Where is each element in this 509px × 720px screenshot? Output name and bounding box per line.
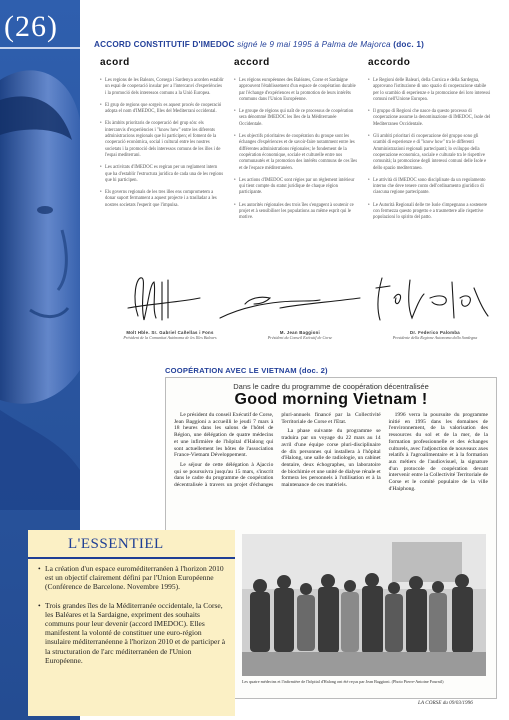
clipping-headline: Good morning Vietnam ! [234,391,428,408]
signatures-area [110,268,500,334]
column-heading: accord [234,57,270,68]
column-heading: acord [100,57,130,68]
column-paragraph: • Il gruppo di Regioni che nasce da questo processo di cooperazione assume la denominazione di IMEDOC, Isole del Mediterraneo Occidentale. [368,109,492,128]
signer-name: Molt Hble. Sr. Gabriel Cañellas i Fons [126,330,214,335]
accord-title-doc: (doc. 1) [393,40,425,49]
column-paragraph: • Le groupe de régions qui naît de ce processus de coopération sera dénommé IMEDOC les Iles de la Méditerranée Occidentale. [234,109,358,128]
column-heading: accordo [368,57,411,68]
vietnam-title-doc: (doc. 2) [299,366,328,375]
clipping-source: LA CORSE du 09/03/1996 [418,700,473,706]
essentiel-box [28,530,235,716]
clipping-subheading: Dans le cadre du programme de coopération décentralisée [233,382,429,391]
photo-caption: Les quatre médecins et l'infirmière de l'hôpital d'Halong ont été reçus par Jean Baggioni. (Photo Pierre-Antoine Fournil) [242,679,444,684]
column-paragraph: • Gli ambiti prioritari di cooperazione del gruppo sono gli scambi di esperienze e di "know how" tra le differenti Amministrazioni regionali partecipanti; lo sviluppo della cooperazione economica, sociale e culturale tra le rispettive comunità; la promozione degli interessi comuni delle Isole e dello spazio mediterraneo. [368,134,492,172]
essentiel-body [38,564,228,674]
column-paragraph: • Les régions européennes des Baléares, Corse et Sardaigne approuvent l'établissement d'un espace de coopération durable par l'échange d'expériences et la promotion de leurs intérêts communs dans l'Union Européenne. [234,78,358,103]
accord-column-italian [368,57,492,228]
column-paragraph: • Les regions de les Balears, Corsega i Sardenya acorden establir un espai de cooperació insular per a l'intercanvi d'experiències i la promoció dels interessos comuns a la Unió Europea. [100,78,224,97]
signer-baggioni [240,330,360,340]
vietnam-title-text: COOPÉRATION AVEC LE VIETNAM [165,366,297,375]
article-paragraph: Le président du conseil Exécutif de Corse, Jean Baggioni a accueilli le jeudi 7 mars à 18 heures dans les salons de l'hôtel de Région, une délégation de quatre médecins et une infirmière de l'hôpital d'Halong qui sont actuellement les hôtes de l'association France-Vietnam Développement. [174,412,274,459]
signer-role: Président du Conseil Exécutif de Corse [267,335,333,340]
signature-baggioni [220,297,360,318]
accord-title-bold: ACCORD CONSTITUTIF D'IMEDOC [94,40,235,49]
page-number-rule [0,47,80,49]
accord-title-italic: signé le 9 mai 1995 à Palma de Majorca [237,40,391,49]
column-paragraph: • Els àmbits prioritaris de cooperació del grup són: els intercanvis d'experiències i "know how" entre les diferents administracions regionals que hi participen; el foment de la cooperació econòmica, social i cultural entre les nostres societats i la promoció dels interessos comuns de les illes i de l'espai mediterrani. [100,121,224,159]
column-paragraph: • El grup de regions que sorgeix es aquest procés de cooperació adopta el nom d'IMEDOC, Illes del Mediterrani occidental. [100,103,224,116]
vietnam-section-title [165,366,328,375]
article-paragraph: Le séjour de cette délégation à Ajaccio qui se poursuivra jusqu'au 15 mars, s'inscrit dans le cadre du programme de coopération décentralisée à travers un projet d'échanges pluri-annuels financé par la Collectivité Territoriale de Corse et l'Etat. [174,412,381,489]
column-paragraph: • Les autorités régionales des trois îles s'engagent à soutenir ce projet et à sensibiliser les populations au même esprit qui le motive. [234,203,358,222]
column-paragraph: • Le attività di IMEDOC sono disciplinate da un regolamento interno che deve tenere conto dell'ordinamento giuridico di ciascuna regione partecipante. [368,178,492,197]
signer-canellas [110,330,230,340]
signer-role: Presidente della Regione Autonoma della Sardegna [392,335,478,340]
column-paragraph: • Le Regioni delle Baleari, della Corsica e della Sardegna, approvano l'istituzione di uno spazio di cooperazione stabile per lo scambio di esperienze e la promozione dei loro interessi comuni nell'Unione Europea. [368,78,492,103]
accord-imedoc-title [94,40,504,49]
column-paragraph: • Les actions d'IMEDOC sont régies par un règlement intérieur qui tient compte du statut juridique de chaque région participante. [234,178,358,197]
delegation-group-photo [242,534,486,676]
column-paragraph: • Les activitats d'IMEDOC es regiran per un reglament intern que ha d'establir l'estructura juridica de cada una de les regions que hi participen. [100,165,224,184]
essentiel-rule [28,557,235,559]
signer-name: M. Jean Baggioni [279,330,321,335]
essentiel-bullet: • La création d'un espace euroméditerranéen à l'horizon 2010 est un objectif clairement défini par l'Union Européenne (Conférence de Barcelone. Novembre 1995). [38,564,228,592]
page-number: (26) [4,10,58,43]
column-paragraph: • Els governs regionals de les tres illes ens comprometem a donar suport fermament a aquest projecte i a traslladar a les nostres societats l'esperit que l'impulsa. [100,190,224,209]
clipping-article-body [174,412,488,530]
portrait-photo [0,40,80,510]
signer-palomba [375,330,495,340]
essentiel-title: L'ESSENTIEL [68,536,164,552]
accord-column-french [234,57,358,228]
essentiel-bullet: • Trois grandes îles de la Méditerranée occidentale, la Corse, les Baléares et la Sardaigne, expriment des souhaits communs pour leur devenir (accord IMEDOC). Elles manifestent la volonté de constituer une euro-région insulaire méditerranéenne à l'horizon 2010 et de participer à la structuration de l'arc méditerranéen de l'Union Européenne. [38,601,228,665]
signer-name: Dr. Federico Palomba [410,330,460,335]
article-paragraph: 1996 verra la poursuite du programme initié en 1995 dans les domaines de l'environnement, de la valorisation des ressources du sol et de la mer, de la formation professionnelle et des échanges culturels, avec l'adjonction de nouveaux axes relatifs à l'agroalimentaire et à la formation aux métiers de l'audiovisuel, la signature d'un protocole de coopération devant intervenir entre la Collectivité Territoriale de Corse et le comité populaire de la ville d'Haiphong. [388,412,488,492]
signature-palomba [376,278,488,320]
signer-role: Président de la Comunitat Autònoma de les Illes Balears [123,335,217,340]
column-paragraph: • Le Autorità Regionali delle tre Isole s'impegnano a sostenere con fermezza questo progetto e a trasmettere alle rispettive popolazioni lo spirito del patto. [368,203,492,222]
article-paragraph: La phase suivante du programme se traduira par un voyage du 22 mars au 14 avril d'une équipe corse pluri-disciplinaire de dix personnes qui installera à l'hôpital d'Halong, une salle de radiologie, un cabinet dentaire, deux échographes, un laboratoire de biochimie et une unité de dialyse rénale et formera les personnels à l'utilisation et à la maintenance de ces matériels. [281,428,381,489]
column-paragraph: • Les objectifs prioritaires de coopération du groupe sont les échanges d'expériences et de savoir-faire notamment entre les différentes administrations régionales; le fondement de la coopération économique, sociale et culturelle entre nos communautés et la promotion des intérêts communs de ces îles et de l'espace méditerranéen. [234,134,358,172]
signature-canellas [128,278,200,320]
accord-column-catalan [100,57,224,215]
